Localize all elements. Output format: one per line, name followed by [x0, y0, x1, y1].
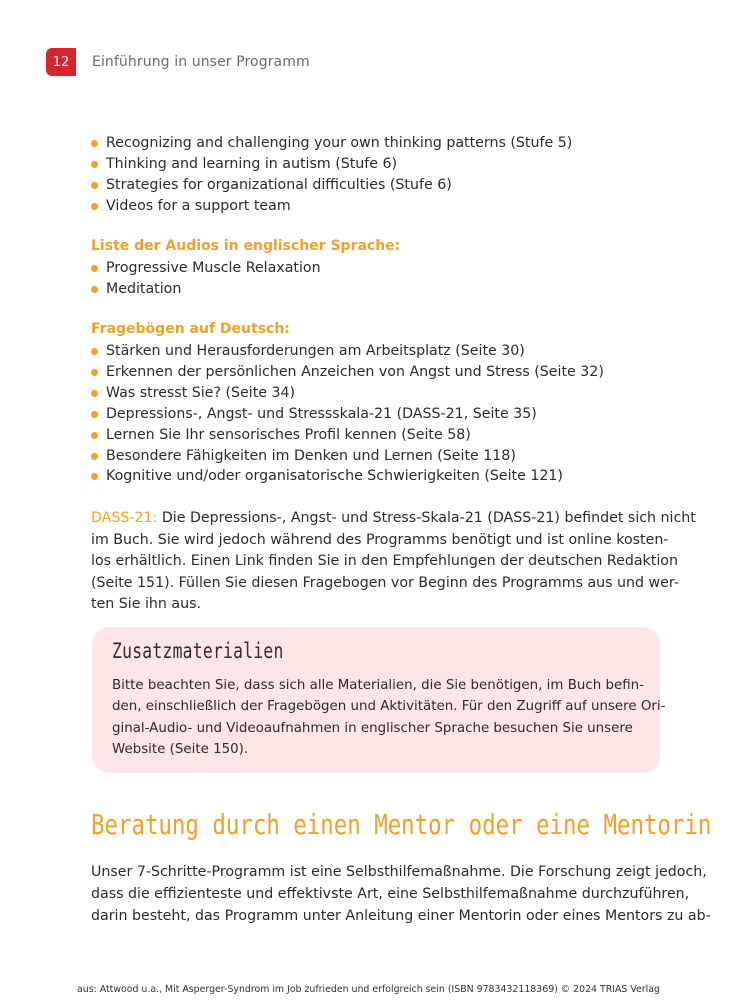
list-item: Besondere Fähigkeiten im Denken und Lernen (Seite 118) [91, 446, 604, 467]
questionnaire-heading: Fragebögen auf Deutsch: [91, 321, 290, 337]
list-item: Erkennen der persönlichen Anzeichen von Angst und Stress (Seite 32) [91, 362, 604, 383]
dass-line: los erhältlich. Einen Link finden Sie in den Empfehlungen der deutschen Redaktion [91, 553, 678, 570]
list-item: Depressions-, Angst- und Stressskala-21 (DASS-21, Seite 35) [91, 404, 604, 425]
list-item: Was stresst Sie? (Seite 34) [91, 383, 604, 404]
list-item: Kognitive und/oder organisatorische Schwierigkeiten (Seite 121) [91, 466, 604, 487]
info-box-line: Website (Seite 150). [112, 742, 249, 758]
list-item: Lernen Sie Ihr sensorisches Profil kennen (Seite 58) [91, 425, 604, 446]
running-title: Einführung in unser Programm [92, 54, 310, 70]
list-item: Meditation [91, 279, 321, 300]
list-item: Videos for a support team [91, 196, 572, 217]
section-line: darin besteht, das Programm unter Anleitung einer Mentorin oder eines Mentors zu ab- [91, 908, 711, 924]
info-box-body [112, 675, 666, 761]
audio-list [91, 258, 321, 300]
footer-citation: aus: Attwood u.a., Mit Asperger-Syndrom im Job zufrieden und erfolgreich sein (ISBN 9783432118369) © 2024 TRIAS Verlag [77, 984, 660, 995]
audio-heading: Liste der Audios in englischer Sprache: [91, 238, 401, 254]
page-header [46, 48, 310, 76]
info-box [92, 627, 666, 773]
video-list [91, 133, 572, 217]
info-box-line: den, einschließlich der Fragebögen und Aktivitäten. Für den Zugriff auf unsere Ori- [112, 699, 666, 715]
questionnaire-list [91, 341, 604, 487]
list-item: Progressive Muscle Relaxation [91, 258, 321, 279]
dass-line: (Seite 151). Füllen Sie diesen Fragebogen vor Beginn des Programms aus und wer- [91, 574, 679, 591]
list-item: Stärken und Herausforderungen am Arbeitsplatz (Seite 30) [91, 341, 604, 362]
list-item: Strategies for organizational difficulties (Stufe 6) [91, 175, 572, 196]
info-box-title: Zusatzmaterialien [112, 639, 284, 663]
dass-paragraph [91, 508, 696, 616]
section-title: Beratung durch einen Mentor oder eine Mentorin [91, 808, 712, 841]
info-box-line: Bitte beachten Sie, dass sich alle Materialien, die Sie benötigen, im Buch befin- [112, 678, 644, 693]
dass-label: DASS-21: [91, 510, 158, 526]
list-item: Recognizing and challenging your own thinking patterns (Stufe 5) [91, 133, 572, 154]
dass-line: im Buch. Sie wird jedoch während des Programms benötigt und ist online kosten- [91, 531, 669, 548]
page-number: 12 [46, 48, 76, 76]
section-paragraph [91, 861, 711, 927]
section-line: dass die effizienteste und effektivste Art, eine Selbsthilfemaßnahme durchzuführen, [91, 886, 690, 902]
section-line: Unser 7-Schritte-Programm ist eine Selbsthilfemaßnahme. Die Forschung zeigt jedoch, [91, 864, 707, 880]
info-box-line: ginal-Audio- und Videoaufnahmen in englischer Sprache besuchen Sie unsere [112, 720, 633, 736]
dass-line: ten Sie ihn aus. [91, 596, 202, 613]
dass-line: DASS-21: Die Depressions-, Angst- und Stress-Skala-21 (DASS-21) befindet sich nicht [91, 510, 696, 526]
list-item: Thinking and learning in autism (Stufe 6) [91, 154, 572, 175]
